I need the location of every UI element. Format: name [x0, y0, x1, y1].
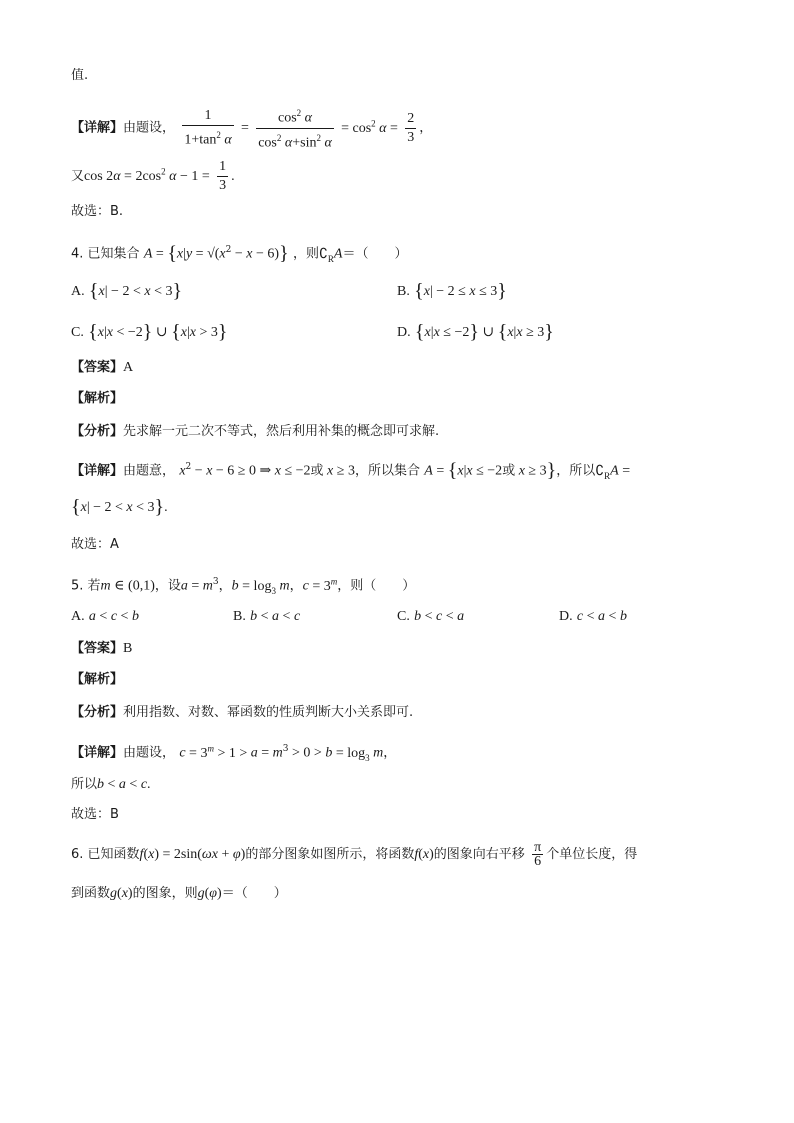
- q5-analysis: 【分析】利用指数、对数、幂函数的性质判断大小关系即可.: [71, 705, 414, 720]
- fraction: $\frac{2}{3}$: [407, 110, 415, 145]
- continued-text: 值.: [71, 68, 89, 83]
- q5-so: 所以b < a < c.: [71, 777, 151, 792]
- q5-option-a: A. a < c < b: [71, 609, 139, 624]
- q5-option-d: D. c < a < b: [559, 609, 627, 624]
- q5-option-c: C. b < c < a: [397, 609, 465, 624]
- fraction: $\frac{1}{3}$: [219, 159, 227, 193]
- q4-option-b: B. {x| − 2 ≤ x ≤ 3}: [397, 280, 507, 302]
- q4-option-a: A. {x| − 2 < x < 3}: [71, 280, 183, 302]
- q5-stem: 5. 若m ∈ (0,1)，设$a = m^3$，$b = \log_3 m$，$c = 3^m$，则（ ）: [71, 576, 416, 596]
- fraction: $\frac{\cos^2 \alpha}{\cos^2 \alpha+\sin^2 \alpha}$: [258, 108, 332, 151]
- q5-final: 故选：B: [71, 807, 119, 822]
- q6-stem-1: 6. 已知函数f(x) = 2sin(ωx + φ)的部分图象如图所示，将函数f(x)的图象向右平移 $\frac{\pi}{6}$ 个单位长度，得: [71, 840, 638, 869]
- fraction: $\frac{\pi}{6}$: [534, 840, 542, 869]
- q5-detail: 【详解】由题设， $c = 3^m > 1 > a = m^3 > 0 > b = \log_3 m$，: [71, 743, 397, 763]
- q4-detail-cont: {x| − 2 < x < 3}.: [71, 496, 168, 518]
- choose-line: 故选：B.: [71, 204, 124, 219]
- q4-final: 故选：A: [71, 537, 119, 552]
- q5-option-b: B. b < a < c: [233, 609, 301, 624]
- q4-jiexi-label: 【解析】: [71, 391, 124, 406]
- q5-answer: 【答案】B: [71, 641, 133, 656]
- fraction: $\frac{1}{1+\tan^2 \alpha}$: [184, 107, 232, 148]
- detail-line-1: 【详解】由题设， $\frac{1}{1+\tan^2 \alpha}$ = $\frac{\cos^2 \alpha}{\cos^2 \alpha+\sin^2 \alpha}$ = $\cos^2 \alpha$ = $\frac{2}{3}$ ，: [71, 104, 432, 152]
- detail-label: 【详解】: [71, 120, 124, 136]
- q6-stem-2: 到函数g(x)的图象，则g(φ)＝（ ）: [71, 886, 287, 901]
- q4-stem: 4. 已知集合 $A = \{x|y = √(x^2 - x - 6)\}$ ，则$∁_RA=$（ ）: [71, 242, 408, 265]
- q4-option-d: D. {x|x ≤ −2} ∪ {x|x ≥ 3}: [397, 321, 554, 343]
- q4-option-c: C. {x|x < −2} ∪ {x|x > 3}: [71, 321, 228, 343]
- q4-analysis: 【分析】先求解一元二次不等式，然后利用补集的概念即可求解.: [71, 424, 440, 439]
- q4-answer: 【答案】A: [71, 360, 134, 375]
- q5-jiexi-label: 【解析】: [71, 672, 124, 687]
- q4-detail: 【详解】由题意， $x^2 - x - 6 \ge 0$ ⇒ x ≤ −2或 x ≥ 3，所以集合 A = {x|x ≤ −2或 x ≥ 3}，所以$∁_RA$ =: [71, 459, 631, 482]
- detail-line-2: 又$\cos 2\alpha = 2\cos^2$ α − 1 = $\frac{1}{3}$ .: [71, 159, 235, 193]
